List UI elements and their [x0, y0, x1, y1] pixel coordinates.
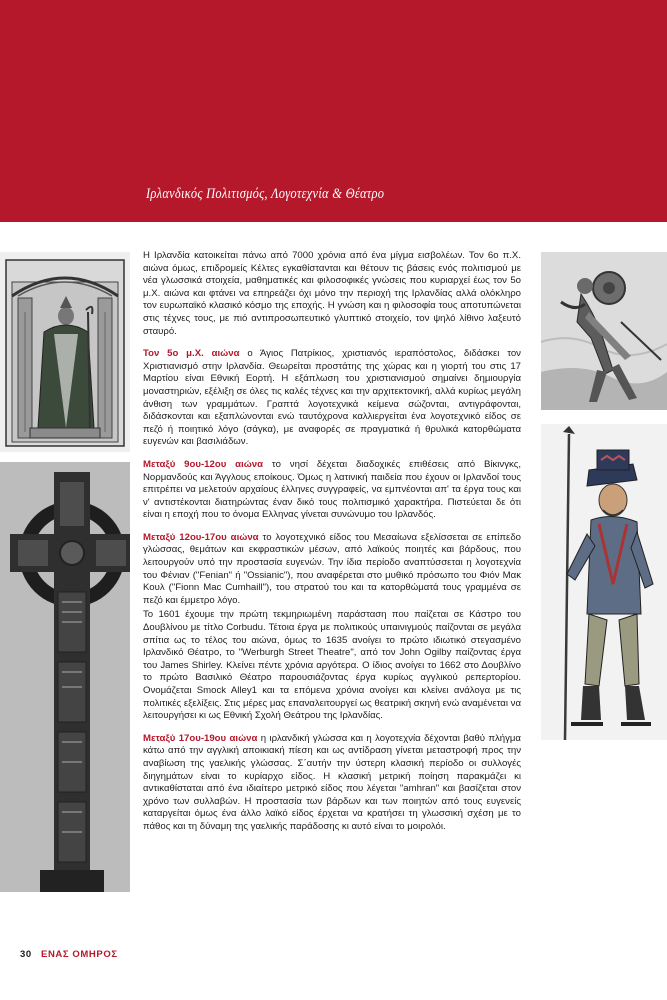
celtic-cross-icon — [0, 462, 130, 892]
celtic-warrior-icon — [541, 252, 667, 410]
period-heading: Μεταξύ 17ου-19ου αιώνα — [143, 732, 258, 744]
period-heading: Μεταξύ 9ου-12ου αιώνα — [143, 458, 264, 470]
fiddler-figure-icon — [541, 424, 667, 740]
paragraph-12th-17th-century — [143, 532, 521, 608]
paragraph-intro: Η Ιρλανδία κατοικείται πάνω από 7000 χρόνια από ένα μίγμα εισβολέων. Τον 6ο π.Χ. αιώνα όμως, επιδρομείς Κέλτες εγκαθίστανται και θέτουν τις βάσεις ενός πολιτισμού με νέα γλωσσικά στοιχεία, μαθηματικές και φιλοσοφικές γνώσεις που κυριαρχεί έως τον 5ο μ.Χ. αιώνα και φτάνει να επηρεάζει όχι μόνο την περιοχή της Ιρλανδίας αλλά ολόκληρο τον ευρωπαϊκό κλασικό κόσμο της εποχής. Η γνώση και η φιλοσοφία τους αποτυπώνεται στις τέχνες τους, με πιό αντιπροσωπευτικό γλυπτικό στοιχείο, τον ψηλό λίθινο λαξευτό σταυρό. — [143, 250, 521, 337]
paragraph-5th-century — [143, 348, 521, 449]
saint-patrick-icon — [0, 252, 130, 452]
period-heading: Μεταξύ 12ου-17ου αιώνα — [143, 531, 259, 543]
period-heading: Τον 5ο μ.Χ. αιώνα — [143, 348, 240, 360]
paragraph-text: το νησί δέχεται διαδοχικές επιθέσεις από Βίκινγκς, Νορμανδούς και Άγγλους εποίκους. Όμως η λατινική παιδεία που έχουν οι Ιρλανδοί τους επιτρέπει να μελετούν αρχαίους έλληνες συγγραφείς, να εμπνέονται απ' τα έργα τους και ν' αντιστέκονται διατηρώντας έναν δικό τους πολιτισμικό χαρακτήρα. Πιστεύεται δε ότι είναι η εποχή που το όνομα Ελληνας γίνεται συνώνυμο του Ιρλανδός. — [143, 458, 521, 521]
paragraph-theatre-history: Το 1601 έχουμε την πρώτη τεκμηριωμένη παράσταση που παίζεται σε Κάστρο του Δουβλίνου με τίτλο Corbudu. Τέτοια έργα με πολιτικούς υπαινιγμούς παίζονται σε μεγάλα σπίτια ως το τέλος του αιώνα, όμως το 1635 ανοίγει το πρώτο ιδιωτικό στεγασμένο Ιρλανδικό Θέατρο, το "Werburgh Street Theatre", από τον John Ogilby παίζοντας έργα του James Shirley. Κλείνει πέντε χρόνια αργότερα. Ο ίδιος ανοίγει το 1662 στο Δουβλίνο το πρώτο Βασιλικό Θέατρο παρουσιάζοντας έργα κυρίως αγγλικού ρεπερτορίου. Ονομάζεται Smock Alley1 και τα επόμενα χρόνια ανοίγει και κλείνει ανάλογα με τις πολιτικές εξελίξεις. Στις μέρες μας επαναλειτουργεί ως θεατρική σκηνή ενώ αναμένεται να λειτουργήσει κι ως Εθνική Σχολή Θεάτρου της Ιρλανδίας. — [143, 609, 521, 722]
page-title: Ιρλανδικός Πολιτισμός, Λογοτεχνία & Θέατρο — [146, 186, 385, 202]
paragraph-text: το λογοτεχνικό είδος του Μεσαίωνα εξελίσσεται σε επίπεδο γλώσσας, θεμάτων και εκφραστικών μέσων, από λαϊκούς ποιητές και βάρδους, που λειτουργούν υπό την προστασία ευγενών. Την ίδια περίοδο αναπτύσσεται η λογοτεχνία του Φένιαν ("Fenian" ή "Ossianic"), που αναφέρεται στο μυθικό πρόσωπο του Φιόν Μακ Κουλ ("Fionn Mac Cumhaill"), του στρατού του και τα κατορθώματά τους γραμμένα σε πεζό και έμμετρο λόγο. — [143, 531, 521, 606]
article-body — [143, 250, 521, 844]
page-footer — [20, 949, 118, 960]
paragraph-text: ο Άγιος Πατρίκιος, χριστιανός ιεραπόστολος, διδάσκει τον Χριστιανισμό στην Ιρλανδία. Θεωρείται προστάτης της χώρας και η γιορτή του στις 17 Μαρτίου είναι Εθνική Εορτή. Η εξάπλωση του χριστιανισμού σημαίνει δημιουργία μοναστηριών, εξέλιξη σε όλες τις καλές τέχνες και την αρχιτεκτονική, αλλά κυρίως μεγάλη άνθιση των γραμμάτων. Γραπτά λογοτεχνικά κείμενα σώζονται, αντιγράφονται, διδάσκονται και εξαπλώνονται ενώ ταυτόχρονα καλλιεργείται ένα λογοτεχνικό είδος σε πεζό ή ποιητικό λόγο (σάγκα), με αναφορές σε πραγματικά ή θρυλικά κατορθώματα ευγενών και βασιλιάδων. — [143, 348, 521, 448]
magazine-name: ΕΝΑΣ ΟΜΗΡΟΣ — [41, 949, 118, 960]
paragraph-17th-19th-century — [143, 733, 521, 834]
paragraph-text: η ιρλανδική γλώσσα και η λογοτεχνία δέχονται βαθύ πλήγμα κάτω από την αγγλική αποικιακή πίεση και ως αντίδραση γίνεται μεταστροφή προς την αναβίωση της γαελικής γλώσσας. Σ΄αυτήν την ύστερη κλασική περίοδο οι συλλογές διηγημάτων είναι το κυρίαρχο είδος. Η κλασική μετρική ποίηση παρακμάζει κι αντικαθίσταται από ένα ιδιαίτερο μετρικό είδος που λέγεται "amhran" και βασίζεται στον χρόνο των συλλαβών. Η προστασία των βάρδων και των ποιητών από τους ευγενείς καταργείται όμως ένα άλλο λαϊκό είδος έρχεται να κρατήσει τη γλωσσική σχέση με το πάθος και τη δύναμη της γαελικής παράδοσης κι αυτό είναι το μοιρολόι. — [143, 732, 521, 832]
header-banner — [0, 0, 667, 222]
page-number: 30 — [20, 949, 32, 960]
paragraph-9th-12th-century — [143, 459, 521, 522]
